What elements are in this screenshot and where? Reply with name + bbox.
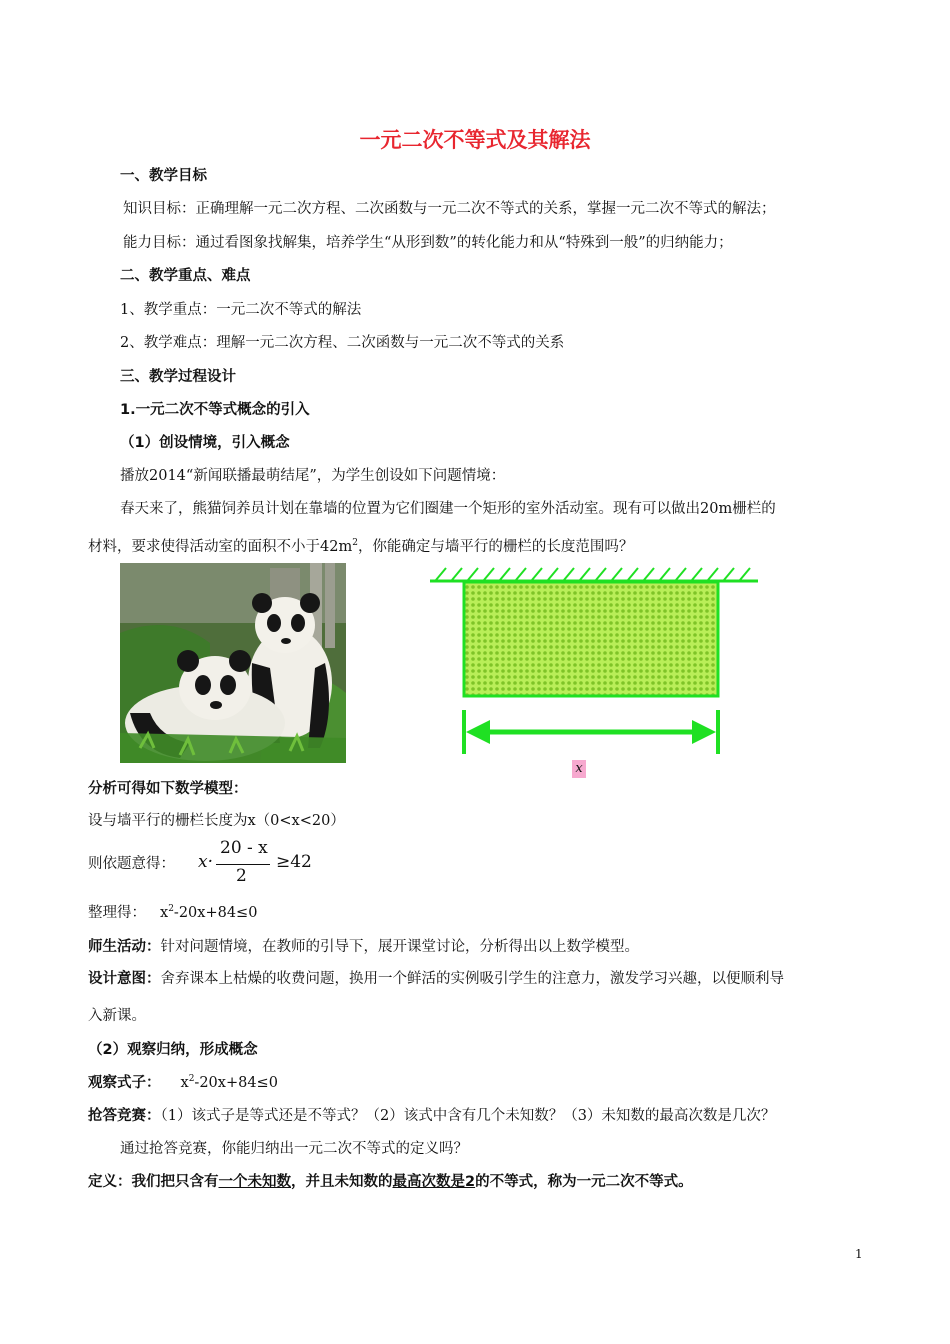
difficult-point: 2、教学难点：理解一元二次方程、二次函数与一元二次不等式的关系 bbox=[120, 335, 565, 351]
page-number: 1 bbox=[855, 1247, 863, 1261]
definition: 定义：我们把只含有一个未知数，并且未知数的最高次数是2的不等式，称为一元二次不等式。 bbox=[88, 1174, 693, 1190]
play-text: 播放2014“新闻联播最萌结尾”，为学生创设如下问题情境： bbox=[120, 468, 506, 484]
panda-photo bbox=[120, 563, 346, 763]
length-arrow bbox=[464, 710, 718, 754]
section-heading-goals: 一、教学目标 bbox=[120, 168, 207, 184]
wall-hatching bbox=[430, 568, 758, 581]
goal-knowledge: 知识目标：正确理解一元二次方程、二次函数与一元二次不等式的关系，掌握一元二次不等式的解法； bbox=[123, 201, 776, 217]
condition-label: 则依题意得： bbox=[88, 856, 175, 872]
observe-expression: 观察式子： $x^2-20x+84\le 0$ bbox=[88, 1074, 278, 1091]
enclosure-rectangle bbox=[464, 582, 718, 696]
section-heading-keypoints: 二、教学重点、难点 bbox=[120, 268, 251, 284]
analysis-heading: 分析可得如下数学模型： bbox=[88, 781, 248, 797]
teacher-activity: 师生活动：针对问题情境，在教师的引导下，展开课堂讨论，分析得出以上数学模型。 bbox=[88, 939, 639, 955]
scenario-line-2: 材料，要求使得活动室的面积不小于$42m^2$，你能确定与墙平行的栅栏的长度范围吗？ bbox=[88, 538, 634, 555]
quiz-questions: 抢答竞赛：（1）该式子是等式还是不等式？（2）该式中含有几个未知数？（3）未知数的最高次数是几次？ bbox=[88, 1108, 776, 1124]
goal-ability: 能力目标：通过看图象找解集，培养学生“从形到数”的转化能力和从“特殊到一般”的归纳能力； bbox=[123, 235, 733, 251]
quiz-followup: 通过抢答竞赛，你能归纳出一元二次不等式的定义吗？ bbox=[120, 1141, 468, 1157]
fraction-bar bbox=[216, 864, 270, 865]
diagram-x-label: x bbox=[572, 760, 586, 778]
document-title: 一元二次不等式及其解法 bbox=[359, 128, 591, 152]
formula-rhs: ≥42 bbox=[276, 852, 312, 872]
subsection-heading-observe: （2）观察归纳，形成概念 bbox=[88, 1042, 258, 1058]
design-intent: 设计意图：舍弃课本上枯燥的收费问题，换用一个鲜活的实例吸引学生的注意力，激发学习兴趣，以便顺利导 bbox=[88, 971, 784, 987]
key-point: 1、教学重点：一元二次不等式的解法 bbox=[120, 302, 362, 318]
fraction-numerator: 20 - x bbox=[220, 838, 268, 858]
fence-diagram bbox=[428, 560, 764, 790]
variable-definition: 设与墙平行的栅栏长度为x（0<x<20） bbox=[88, 813, 345, 829]
design-intent-cont: 入新课。 bbox=[88, 1008, 146, 1024]
subsection-heading-situation: （1）创设情境，引入概念 bbox=[120, 435, 290, 451]
section-heading-process: 三、教学过程设计 bbox=[120, 369, 236, 385]
arranged-inequality: 整理得： $x^2-20x+84\le 0$ bbox=[88, 904, 258, 921]
scenario-line-1: 春天来了，熊猫饲养员计划在靠墙的位置为它们圈建一个矩形的室外活动室。现有可以做出20m栅栏的 bbox=[120, 501, 776, 517]
subsection-heading-intro: 1.一元二次不等式概念的引入 bbox=[120, 402, 310, 418]
fraction-denominator: 2 bbox=[236, 866, 247, 886]
